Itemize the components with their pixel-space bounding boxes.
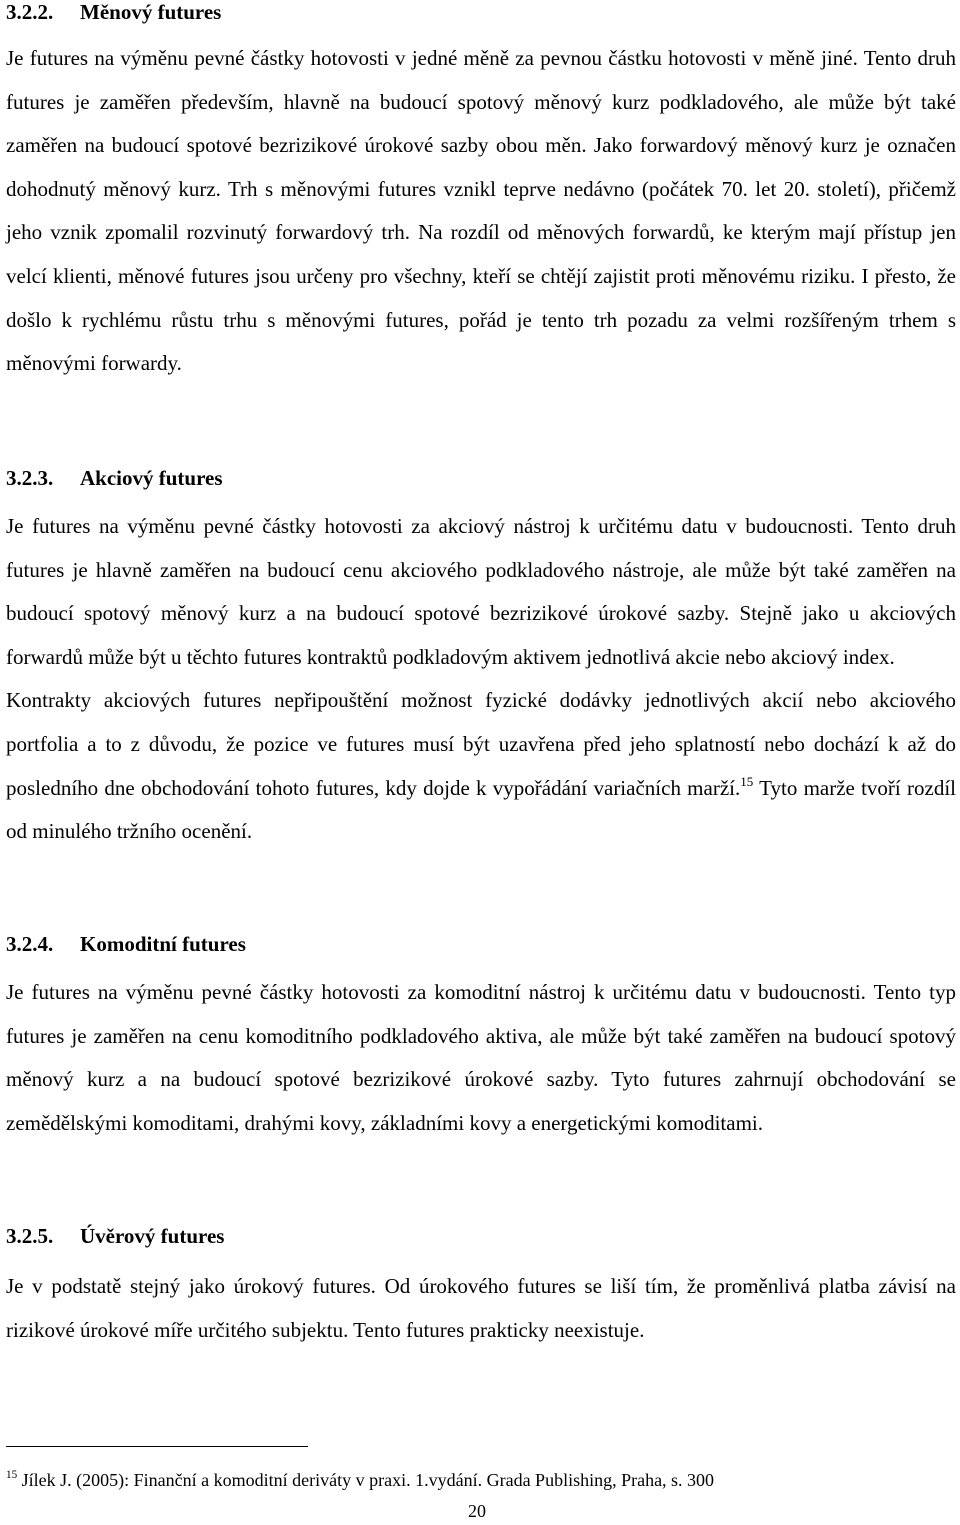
paragraph-text: Kontrakty akciových futures nepřipouštění možnost fyzické dodávky jednotlivých akcií nebo akciového portfolia a to z důvodu, že pozice ve futures musí být uzavřena před jeho splatností nebo dochází k až do posledního dne obchodování tohoto futures, kdy dojde k vypořádání variačních marží. — [6, 688, 956, 800]
footnote-divider — [6, 1446, 308, 1447]
section-body — [6, 505, 956, 854]
footnote-number: 15 — [6, 1469, 18, 1482]
paragraph: Je v podstatě stejný jako úrokový futures. Od úrokového futures se liší tím, že proměnlivá platba závisí na rizikové úrokové míře určitého subjektu. Tento futures prakticky neexistuje. — [6, 1274, 956, 1342]
paragraph: Je futures na výměnu pevné částky hotovosti za akciový nástroj k určitému datu v budoucnosti. Tento druh futures je hlavně zaměřen na budoucí cenu akciového podkladového nástroje, ale může být také zaměřen na budoucí spotový měnový kurz a na budoucí spotové bezrizikové úrokové sazby. Stejně jako u akciových forwardů může být u těchto futures kontraktů podkladovým aktivem jednotlivá akcie nebo akciový index. — [6, 514, 956, 669]
section-number: 3.2.5. — [6, 1224, 54, 1248]
section-number: 3.2.3. — [6, 466, 54, 490]
footnote-reference[interactable]: 15 — [740, 773, 754, 789]
section-title: Úvěrový futures — [80, 1224, 225, 1248]
section-title: Akciový futures — [80, 466, 223, 490]
document-page — [6, 0, 956, 1525]
page-number: 20 — [468, 1501, 486, 1521]
section-number: 3.2.4. — [6, 932, 54, 956]
section-heading — [6, 1224, 224, 1248]
section-heading — [6, 466, 223, 490]
paragraph — [6, 679, 956, 853]
section-title: Komoditní futures — [80, 932, 246, 956]
footnote-text: Jílek J. (2005): Finanční a komoditní deriváty v praxi. 1.vydání. Grada Publishing, Praha, s. 300 — [17, 1470, 715, 1490]
paragraph-text: Tyto marže tvoří rozdíl od minulého tržního ocenění. — [6, 775, 956, 844]
section-heading — [6, 932, 246, 956]
section-title: Měnový futures — [80, 0, 222, 24]
section-number: 3.2.2. — [6, 0, 54, 24]
paragraph: Je futures na výměnu pevné částky hotovosti za komoditní nástroj k určitému datu v budoucnosti. Tento typ futures je zaměřen na cenu komoditního podkladového aktiva, ale může být také zaměřen na budoucí spotový měnový kurz a na budoucí spotové bezrizikové úrokové sazby. Tyto futures zahrnují obchodování se zemědělskými komoditami, drahými kovy, základními kovy a energetickými komoditami. — [6, 980, 956, 1135]
footnote — [6, 1469, 714, 1491]
paragraph: Je futures na výměnu pevné částky hotovosti v jedné měně za pevnou částku hotovosti v měně jiné. Tento druh futures je zaměřen především, hlavně na budoucí spotový měnový kurz podkladového, ale může být také zaměřen na budoucí spotové bezrizikové úrokové sazby obou měn. Jako forwardový měnový kurz je označen dohodnutý měnový kurz. Trh s měnovými futures vznikl teprve nedávno (počátek 70. let 20. století), přičemž jeho vznik zpomalil rozvinutý forwardový trh. Na rozdíl od měnových forwardů, ke kterým mají přístup jen velcí klienti, měnové futures jsou určeny pro všechny, kteří se chtějí zajistit proti měnovému riziku. I přesto, že došlo k rychlému růstu trhu s měnovými futures, pořád je tento trh pozadu za velmi rozšířeným trhem s měnovými forwardy. — [6, 46, 956, 376]
section-heading — [6, 0, 221, 24]
